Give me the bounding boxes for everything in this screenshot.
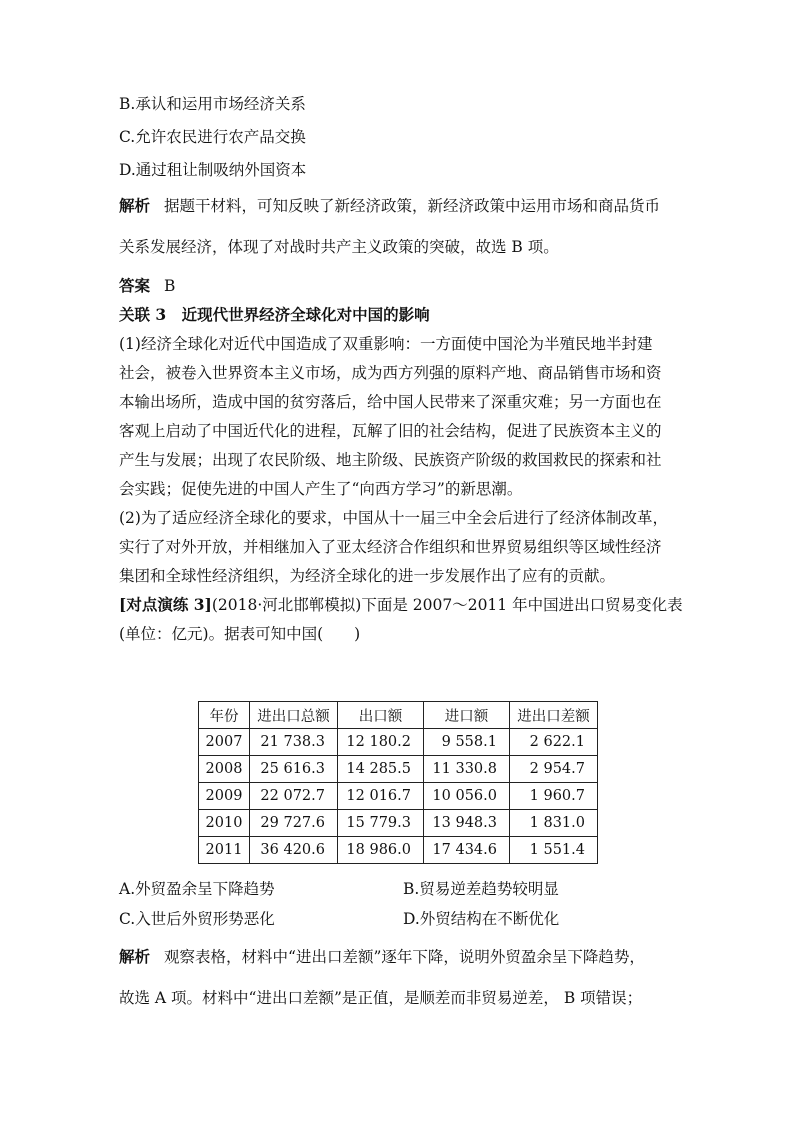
option-c-top: C.允许农民进行农产品交换 (119, 128, 306, 146)
table-cell-export: 12 016.7 (337, 783, 423, 810)
table-cell-import: 17 434.6 (423, 837, 509, 864)
table-cell-balance: 1 551.4 (509, 837, 597, 864)
table-cell-total: 25 616.3 (250, 756, 338, 783)
table-cell-total: 29 727.6 (250, 810, 338, 837)
choice-a: A.外贸盈余呈下降趋势 (119, 880, 275, 898)
para2-line-2: 实行了对外开放，并相继加入了亚太经济合作组织和世界贸易组织等区域性经济 (119, 538, 662, 556)
table-cell-balance: 2 954.7 (509, 756, 597, 783)
analysis-1-text-1: 据题干材料，可知反映了新经济政策，新经济政策中运用市场和商品货币 (164, 197, 661, 215)
table-cell-year: 2011 (199, 837, 250, 864)
analysis-2-line-1 (119, 946, 645, 968)
option-b-top: B.承认和运用市场经济关系 (119, 95, 306, 113)
para1-line-2: 社会，被卷入世界资本主义市场，成为西方列强的原料产地、商品销售市场和资 (119, 364, 662, 382)
table-cell-year: 2007 (199, 729, 250, 756)
choice-c: C.入世后外贸形势恶化 (119, 910, 275, 928)
table-cell-export: 12 180.2 (337, 729, 423, 756)
analysis-label: 解析 (119, 947, 151, 966)
option-d-top: D.通过租让制吸纳外国资本 (119, 161, 307, 179)
table-header-row (199, 702, 598, 729)
table-cell-balance: 1 960.7 (509, 783, 597, 810)
table-cell-export: 18 986.0 (337, 837, 423, 864)
table-cell-total: 21 738.3 (250, 729, 338, 756)
table-cell-year: 2008 (199, 756, 250, 783)
para1-line-5: 产生与发展；出现了农民阶级、地主阶级、民族资产阶级的救国救民的探索和社 (119, 451, 662, 469)
analysis-2-line-2: 故选 A 项。材料中“进出口差额”是正值，是顺差而非贸易逆差， B 项错误； (119, 989, 643, 1007)
table-cell-import: 9 558.1 (423, 729, 509, 756)
table-cell-balance: 1 831.0 (509, 810, 597, 837)
para1-line-3: 本输出场所，造成中国的贫穷落后，给中国人民带来了深重灾难；另一方面也在 (119, 393, 662, 411)
para1-line-6: 会实践；促使先进的中国人产生了“向西方学习”的新思潮。 (119, 480, 523, 498)
section-heading: 关联 3 近现代世界经济全球化对中国的影响 (119, 305, 430, 324)
table-cell-import: 10 056.0 (423, 783, 509, 810)
table-cell-balance: 2 622.1 (509, 729, 597, 756)
exercise-text-1: 下面是 2007～2011 年中国进出口贸易变化表 (361, 596, 683, 614)
answer-line (119, 275, 175, 297)
table-cell-year: 2010 (199, 810, 250, 837)
choice-d: D.外贸结构在不断优化 (403, 910, 560, 928)
table-row (199, 837, 598, 864)
table-cell-export: 15 779.3 (337, 810, 423, 837)
analysis-label: 解析 (119, 196, 151, 215)
exercise-source: (2018·河北邯郸模拟) (211, 596, 362, 614)
table-header-balance: 进出口差额 (509, 702, 597, 729)
analysis-1-line-1 (119, 195, 660, 217)
table-cell-import: 13 948.3 (423, 810, 509, 837)
para1-line-1: (1)经济全球化对近代中国造成了双重影响：一方面使中国沦为半殖民地半封建 (119, 335, 653, 353)
table-row (199, 729, 598, 756)
table-cell-year: 2009 (199, 783, 250, 810)
analysis-2-text-1: 观察表格，材料中“进出口差额”逐年下降，说明外贸盈余呈下降趋势， (164, 948, 645, 966)
para2-line-3: 集团和全球性经济组织，为经济全球化的进一步发展作出了应有的贡献。 (119, 567, 616, 585)
exercise-tag: [对点演练 3] (119, 595, 212, 614)
exercise-line-2: (单位：亿元)。据表可知中国( ) (119, 625, 361, 643)
trade-table (198, 701, 598, 864)
para2-line-1: (2)为了适应经济全球化的要求，中国从十一届三中全会后进行了经济体制改革， (119, 509, 668, 527)
table-row (199, 756, 598, 783)
table-cell-import: 11 330.8 (423, 756, 509, 783)
answer-value: B (164, 277, 176, 295)
table-cell-export: 14 285.5 (337, 756, 423, 783)
table-cell-total: 36 420.6 (250, 837, 338, 864)
table-row (199, 783, 598, 810)
choice-b: B.贸易逆差趋势较明显 (403, 880, 559, 898)
answer-label: 答案 (119, 276, 151, 295)
table-cell-total: 22 072.7 (250, 783, 338, 810)
table-row (199, 810, 598, 837)
table-header-export: 出口额 (337, 702, 423, 729)
table-header-year: 年份 (199, 702, 250, 729)
table-header-import: 进口额 (423, 702, 509, 729)
analysis-1-line-2: 关系发展经济，体现了对战时共产主义政策的突破，故选 B 项。 (119, 238, 559, 256)
para1-line-4: 客观上启动了中国近代化的进程，瓦解了旧的社会结构，促进了民族资本主义的 (119, 422, 662, 440)
exercise-line-1 (119, 594, 683, 616)
table-header-total: 进出口总额 (250, 702, 338, 729)
